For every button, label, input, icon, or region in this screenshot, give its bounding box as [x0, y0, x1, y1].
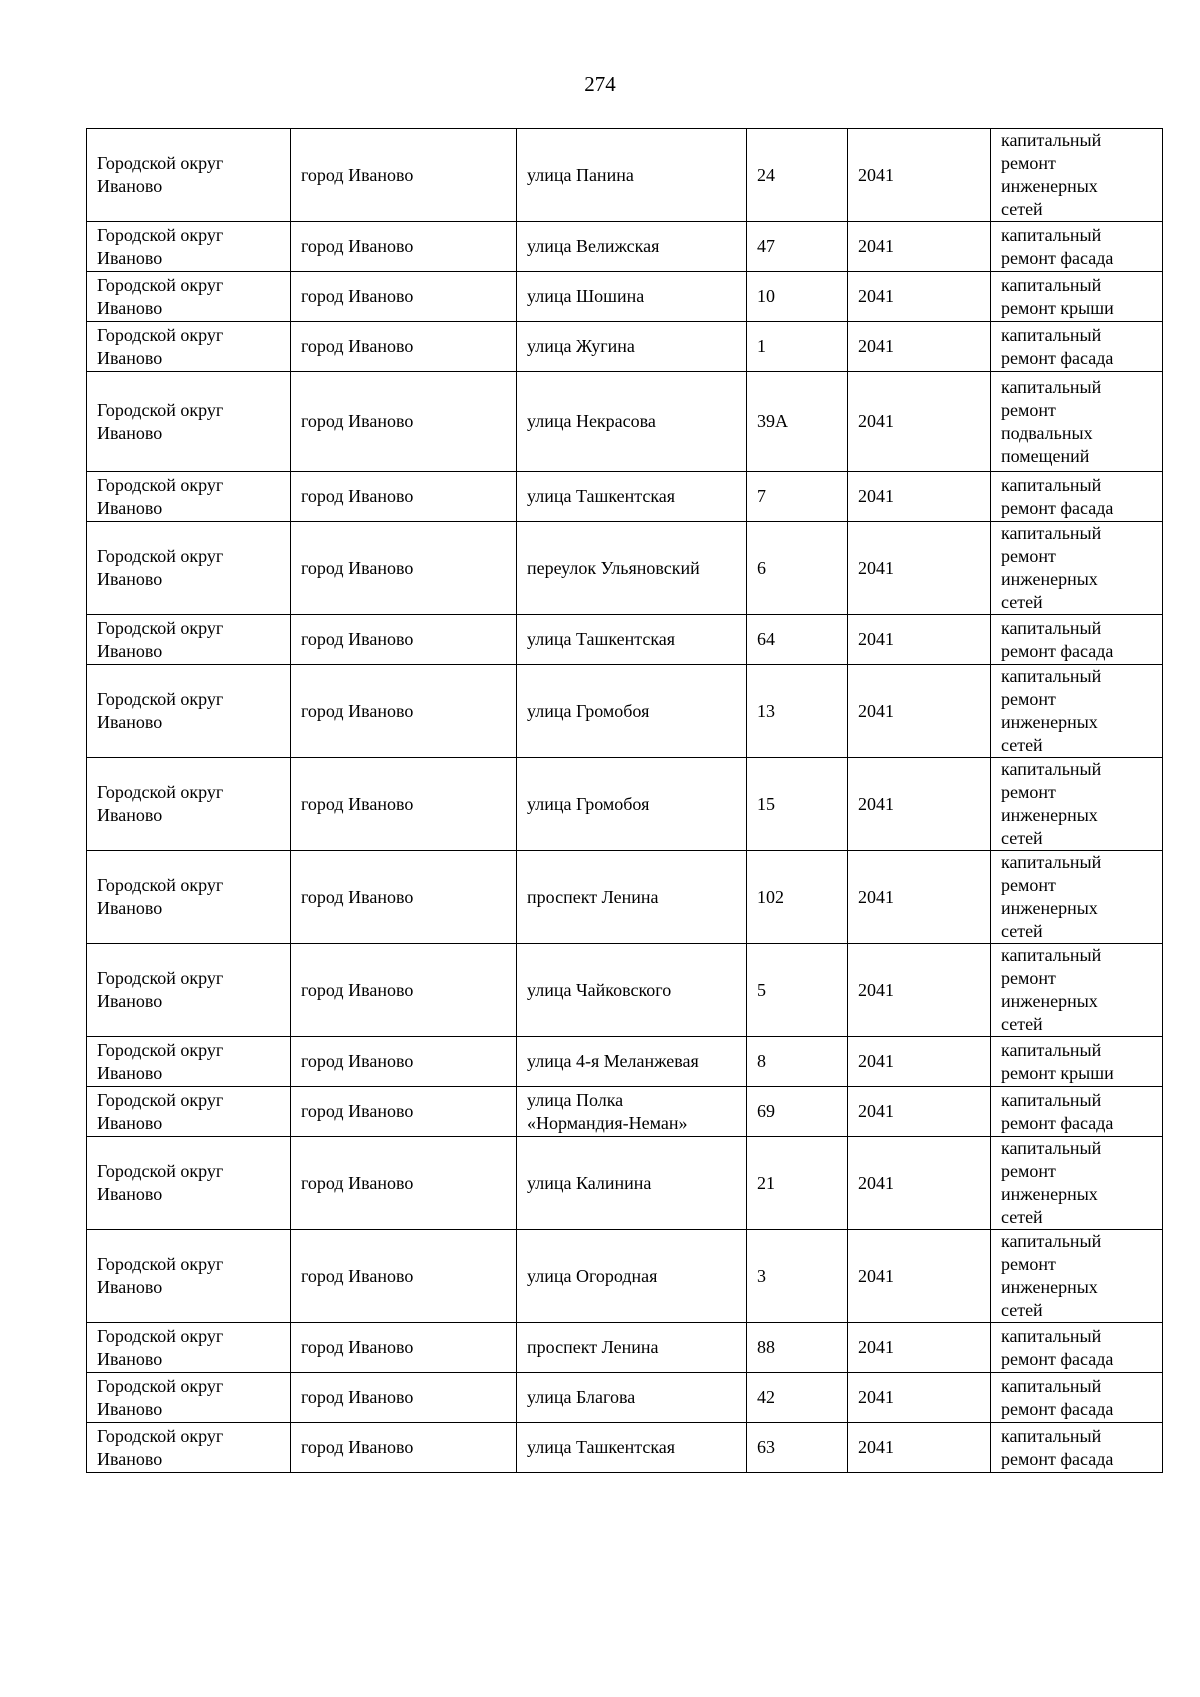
year-cell: 2041 — [848, 758, 991, 851]
work-type-cell: капитальный ремонт фасада — [991, 1373, 1163, 1423]
municipality-cell: Городской округ Иваново — [87, 372, 291, 472]
street-cell: улица Огородная — [517, 1230, 747, 1323]
street-cell: улица Громобоя — [517, 758, 747, 851]
work-type-cell: капитальный ремонт фасада — [991, 322, 1163, 372]
settlement-cell: город Иваново — [291, 322, 517, 372]
municipality-cell: Городской округ Иваново — [87, 1323, 291, 1373]
settlement-cell: город Иваново — [291, 1037, 517, 1087]
municipality-cell: Городской округ Иваново — [87, 1230, 291, 1323]
municipality-cell: Городской округ Иваново — [87, 665, 291, 758]
settlement-cell: город Иваново — [291, 272, 517, 322]
settlement-cell: город Иваново — [291, 1087, 517, 1137]
table-row — [87, 758, 1163, 851]
table-row — [87, 1137, 1163, 1230]
table-row — [87, 522, 1163, 615]
settlement-cell: город Иваново — [291, 665, 517, 758]
settlement-cell: город Иваново — [291, 1323, 517, 1373]
work-type-cell: капитальный ремонт фасада — [991, 1087, 1163, 1137]
settlement-cell: город Иваново — [291, 1423, 517, 1473]
municipality-cell: Городской округ Иваново — [87, 129, 291, 222]
street-cell: улица Благова — [517, 1373, 747, 1423]
street-cell: улица Ташкентская — [517, 472, 747, 522]
year-cell: 2041 — [848, 372, 991, 472]
table-row — [87, 665, 1163, 758]
municipality-cell: Городской округ Иваново — [87, 322, 291, 372]
settlement-cell: город Иваново — [291, 944, 517, 1037]
house-number-cell: 24 — [747, 129, 848, 222]
table-row — [87, 1037, 1163, 1087]
work-type-cell: капитальный ремонт фасада — [991, 472, 1163, 522]
street-cell: улица Велижская — [517, 222, 747, 272]
municipality-cell: Городской округ Иваново — [87, 615, 291, 665]
municipality-cell: Городской округ Иваново — [87, 472, 291, 522]
settlement-cell: город Иваново — [291, 372, 517, 472]
house-number-cell: 10 — [747, 272, 848, 322]
work-type-cell: капитальный ремонт подвальных помещений — [991, 372, 1163, 472]
street-cell: улица Калинина — [517, 1137, 747, 1230]
municipality-cell: Городской округ Иваново — [87, 272, 291, 322]
year-cell: 2041 — [848, 1323, 991, 1373]
year-cell: 2041 — [848, 272, 991, 322]
house-number-cell: 47 — [747, 222, 848, 272]
house-number-cell: 7 — [747, 472, 848, 522]
municipality-cell: Городской округ Иваново — [87, 522, 291, 615]
table-row — [87, 272, 1163, 322]
house-number-cell: 102 — [747, 851, 848, 944]
street-cell: улица Шошина — [517, 272, 747, 322]
municipality-cell: Городской округ Иваново — [87, 944, 291, 1037]
house-number-cell: 88 — [747, 1323, 848, 1373]
municipality-cell: Городской округ Иваново — [87, 1087, 291, 1137]
settlement-cell: город Иваново — [291, 1373, 517, 1423]
house-number-cell: 21 — [747, 1137, 848, 1230]
year-cell: 2041 — [848, 1037, 991, 1087]
street-cell: улица Полка «Нормандия-Неман» — [517, 1087, 747, 1137]
work-type-cell: капитальный ремонт фасада — [991, 222, 1163, 272]
house-number-cell: 5 — [747, 944, 848, 1037]
table-row — [87, 322, 1163, 372]
year-cell: 2041 — [848, 851, 991, 944]
work-type-cell: капитальный ремонт крыши — [991, 1037, 1163, 1087]
settlement-cell: город Иваново — [291, 1137, 517, 1230]
year-cell: 2041 — [848, 1373, 991, 1423]
work-type-cell: капитальный ремонт инженерных сетей — [991, 851, 1163, 944]
table-row — [87, 1230, 1163, 1323]
municipality-cell: Городской округ Иваново — [87, 1137, 291, 1230]
year-cell: 2041 — [848, 222, 991, 272]
work-type-cell: капитальный ремонт инженерных сетей — [991, 522, 1163, 615]
municipality-cell: Городской округ Иваново — [87, 758, 291, 851]
year-cell: 2041 — [848, 944, 991, 1037]
street-cell: проспект Ленина — [517, 851, 747, 944]
table-row — [87, 1323, 1163, 1373]
year-cell: 2041 — [848, 665, 991, 758]
work-type-cell: капитальный ремонт фасада — [991, 1323, 1163, 1373]
house-number-cell: 1 — [747, 322, 848, 372]
settlement-cell: город Иваново — [291, 1230, 517, 1323]
table-row — [87, 1087, 1163, 1137]
year-cell: 2041 — [848, 522, 991, 615]
year-cell: 2041 — [848, 1230, 991, 1323]
street-cell: улица Громобоя — [517, 665, 747, 758]
work-type-cell: капитальный ремонт инженерных сетей — [991, 944, 1163, 1037]
street-cell: улица Некрасова — [517, 372, 747, 472]
table-row — [87, 1373, 1163, 1423]
settlement-cell: город Иваново — [291, 129, 517, 222]
table-row — [87, 472, 1163, 522]
municipality-cell: Городской округ Иваново — [87, 1037, 291, 1087]
table-row — [87, 222, 1163, 272]
work-type-cell: капитальный ремонт инженерных сетей — [991, 665, 1163, 758]
year-cell: 2041 — [848, 129, 991, 222]
street-cell: улица Жугина — [517, 322, 747, 372]
house-number-cell: 8 — [747, 1037, 848, 1087]
house-number-cell: 6 — [747, 522, 848, 615]
year-cell: 2041 — [848, 472, 991, 522]
house-number-cell: 13 — [747, 665, 848, 758]
work-type-cell: капитальный ремонт фасада — [991, 615, 1163, 665]
street-cell: улица Чайковского — [517, 944, 747, 1037]
year-cell: 2041 — [848, 1087, 991, 1137]
street-cell: улица 4-я Меланжевая — [517, 1037, 747, 1087]
settlement-cell: город Иваново — [291, 522, 517, 615]
municipality-cell: Городской округ Иваново — [87, 1373, 291, 1423]
municipality-cell: Городской округ Иваново — [87, 222, 291, 272]
street-cell: улица Ташкентская — [517, 615, 747, 665]
page-number: 274 — [584, 72, 616, 96]
municipality-cell: Городской округ Иваново — [87, 1423, 291, 1473]
registry-table-body — [87, 129, 1163, 1473]
work-type-cell: капитальный ремонт инженерных сетей — [991, 1230, 1163, 1323]
table-row — [87, 1423, 1163, 1473]
street-cell: проспект Ленина — [517, 1323, 747, 1373]
municipality-cell: Городской округ Иваново — [87, 851, 291, 944]
street-cell: переулок Ульяновский — [517, 522, 747, 615]
work-type-cell: капитальный ремонт инженерных сетей — [991, 1137, 1163, 1230]
house-number-cell: 63 — [747, 1423, 848, 1473]
work-type-cell: капитальный ремонт инженерных сетей — [991, 129, 1163, 222]
year-cell: 2041 — [848, 1423, 991, 1473]
house-number-cell: 64 — [747, 615, 848, 665]
year-cell: 2041 — [848, 322, 991, 372]
street-cell: улица Ташкентская — [517, 1423, 747, 1473]
table-row — [87, 615, 1163, 665]
registry-table — [86, 128, 1163, 1473]
settlement-cell: город Иваново — [291, 615, 517, 665]
work-type-cell: капитальный ремонт фасада — [991, 1423, 1163, 1473]
settlement-cell: город Иваново — [291, 222, 517, 272]
table-row — [87, 851, 1163, 944]
settlement-cell: город Иваново — [291, 758, 517, 851]
street-cell: улица Панина — [517, 129, 747, 222]
settlement-cell: город Иваново — [291, 472, 517, 522]
house-number-cell: 39А — [747, 372, 848, 472]
house-number-cell: 69 — [747, 1087, 848, 1137]
year-cell: 2041 — [848, 1137, 991, 1230]
table-row — [87, 372, 1163, 472]
house-number-cell: 15 — [747, 758, 848, 851]
year-cell: 2041 — [848, 615, 991, 665]
settlement-cell: город Иваново — [291, 851, 517, 944]
table-row — [87, 944, 1163, 1037]
house-number-cell: 3 — [747, 1230, 848, 1323]
table-row — [87, 129, 1163, 222]
work-type-cell: капитальный ремонт инженерных сетей — [991, 758, 1163, 851]
house-number-cell: 42 — [747, 1373, 848, 1423]
work-type-cell: капитальный ремонт крыши — [991, 272, 1163, 322]
